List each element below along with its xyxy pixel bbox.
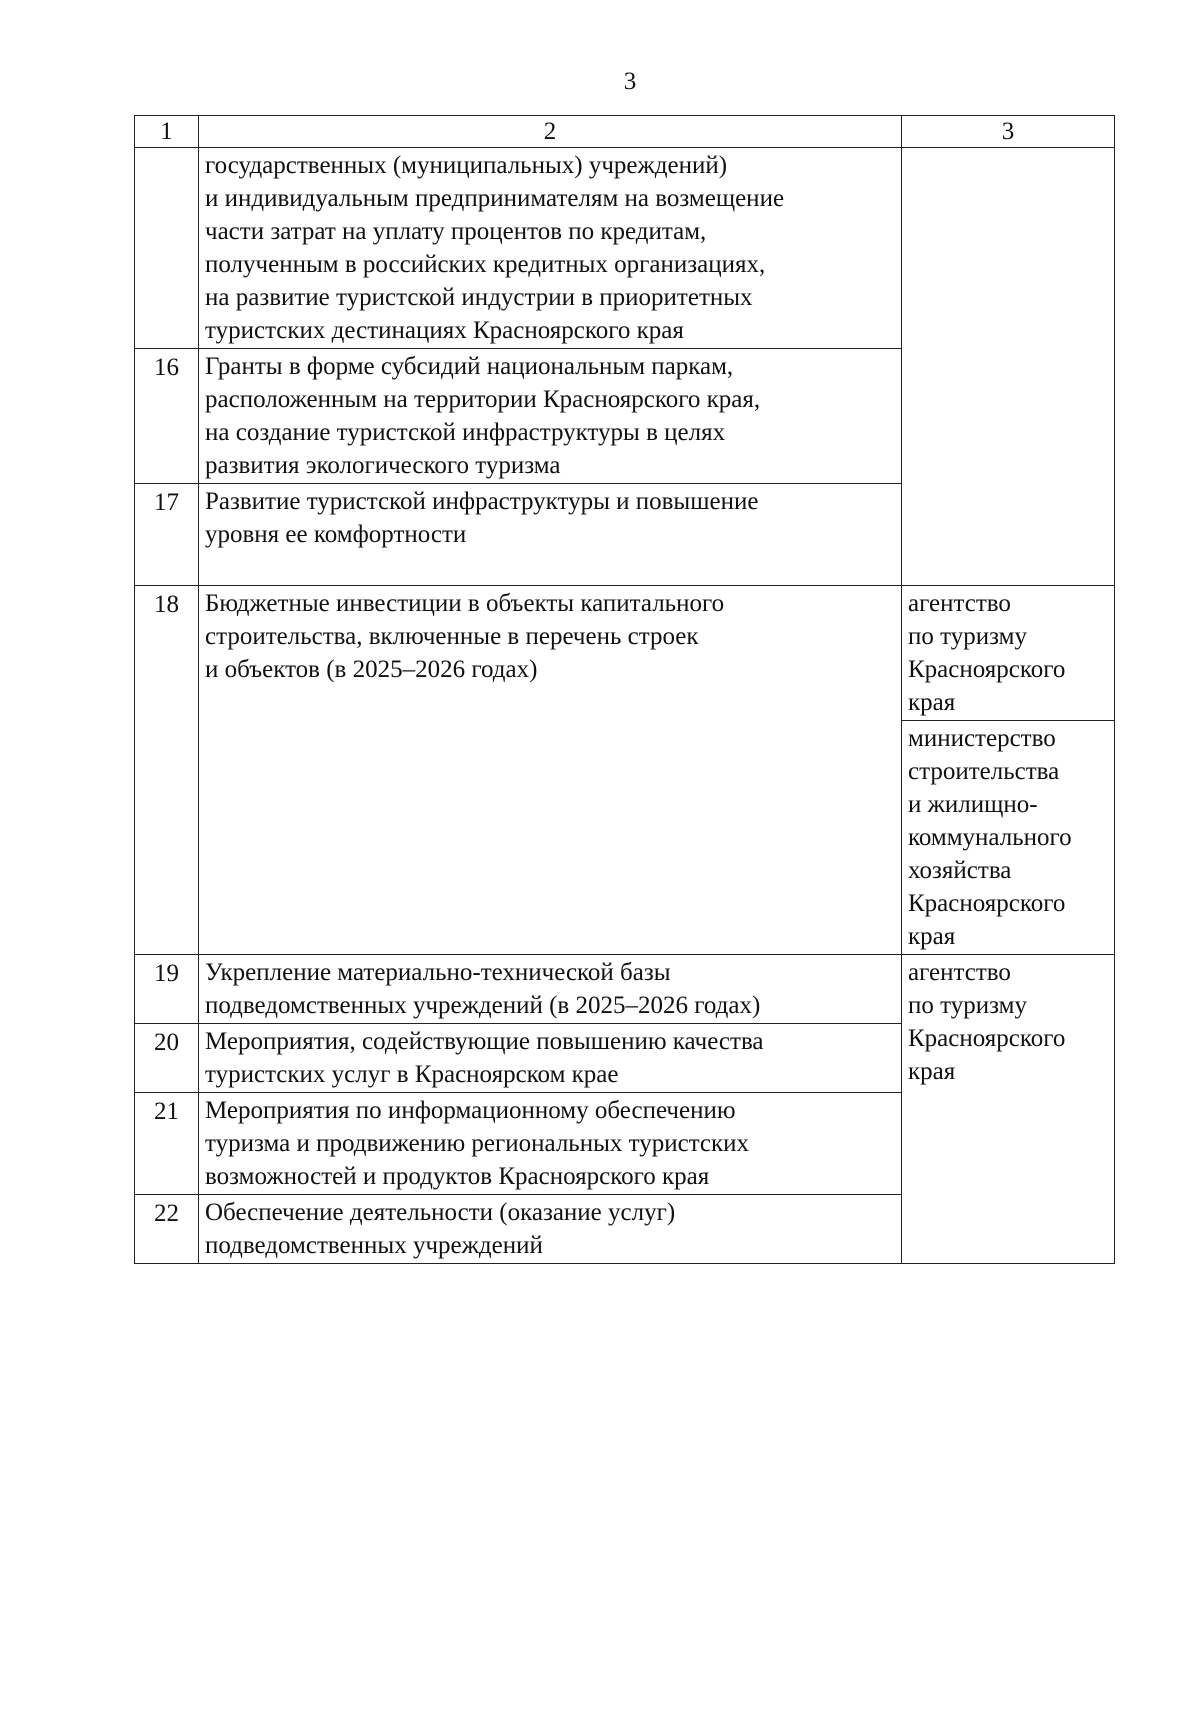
header-cell-1: 1	[135, 116, 199, 148]
row-measure-text: государственных (муниципальных) учреждений) и индивидуальным предпринимателям на возмещение части затрат на уплату процентов по кредитам, полученным в российских кредитных организациях, на развитие туристской индустрии в приоритетных туристских дестинациях Красноярского края	[199, 148, 902, 349]
header-cell-3: 3	[902, 116, 1115, 148]
measures-table	[134, 115, 1115, 1264]
responsible-cell-empty	[902, 148, 1115, 586]
row-number: 16	[135, 349, 199, 484]
row-number: 19	[135, 955, 199, 1024]
row-number: 17	[135, 484, 199, 586]
row-number: 18	[135, 586, 199, 955]
table-row	[135, 955, 1115, 1024]
row-measure-text: Развитие туристской инфраструктуры и повышение уровня ее комфортности	[199, 484, 902, 586]
table-row	[135, 586, 1115, 721]
table-header-row	[135, 116, 1115, 148]
row-measure-text: Укрепление материально-технической базы подведомственных учреждений (в 2025–2026 годах)	[199, 955, 902, 1024]
row-number: 21	[135, 1093, 199, 1195]
responsible-agency-tourism: агентство по туризму Красноярского края	[902, 955, 1115, 1264]
row-measure-text: Бюджетные инвестиции в объекты капитального строительства, включенные в перечень строек и объектов (в 2025–2026 годах)	[199, 586, 902, 955]
responsible-ministry-construction: министерство строительства и жилищно- коммунального хозяйства Красноярского края	[902, 721, 1115, 955]
responsible-agency-tourism: агентство по туризму Красноярского края	[902, 586, 1115, 721]
row-measure-text: Обеспечение деятельности (оказание услуг) подведомственных учреждений	[199, 1195, 902, 1264]
page-number: 3	[623, 68, 637, 95]
header-cell-2: 2	[199, 116, 902, 148]
row-number: 20	[135, 1024, 199, 1093]
row-number: 22	[135, 1195, 199, 1264]
row-measure-text: Мероприятия, содействующие повышению качества туристских услуг в Красноярском крае	[199, 1024, 902, 1093]
row-measure-text: Гранты в форме субсидий национальным паркам, расположенным на территории Красноярского края, на создание туристской инфраструктуры в целях развития экологического туризма	[199, 349, 902, 484]
row-number	[135, 148, 199, 349]
table-row	[135, 148, 1115, 349]
row-measure-text: Мероприятия по информационному обеспечению туризма и продвижению региональных туристских возможностей и продуктов Красноярского края	[199, 1093, 902, 1195]
